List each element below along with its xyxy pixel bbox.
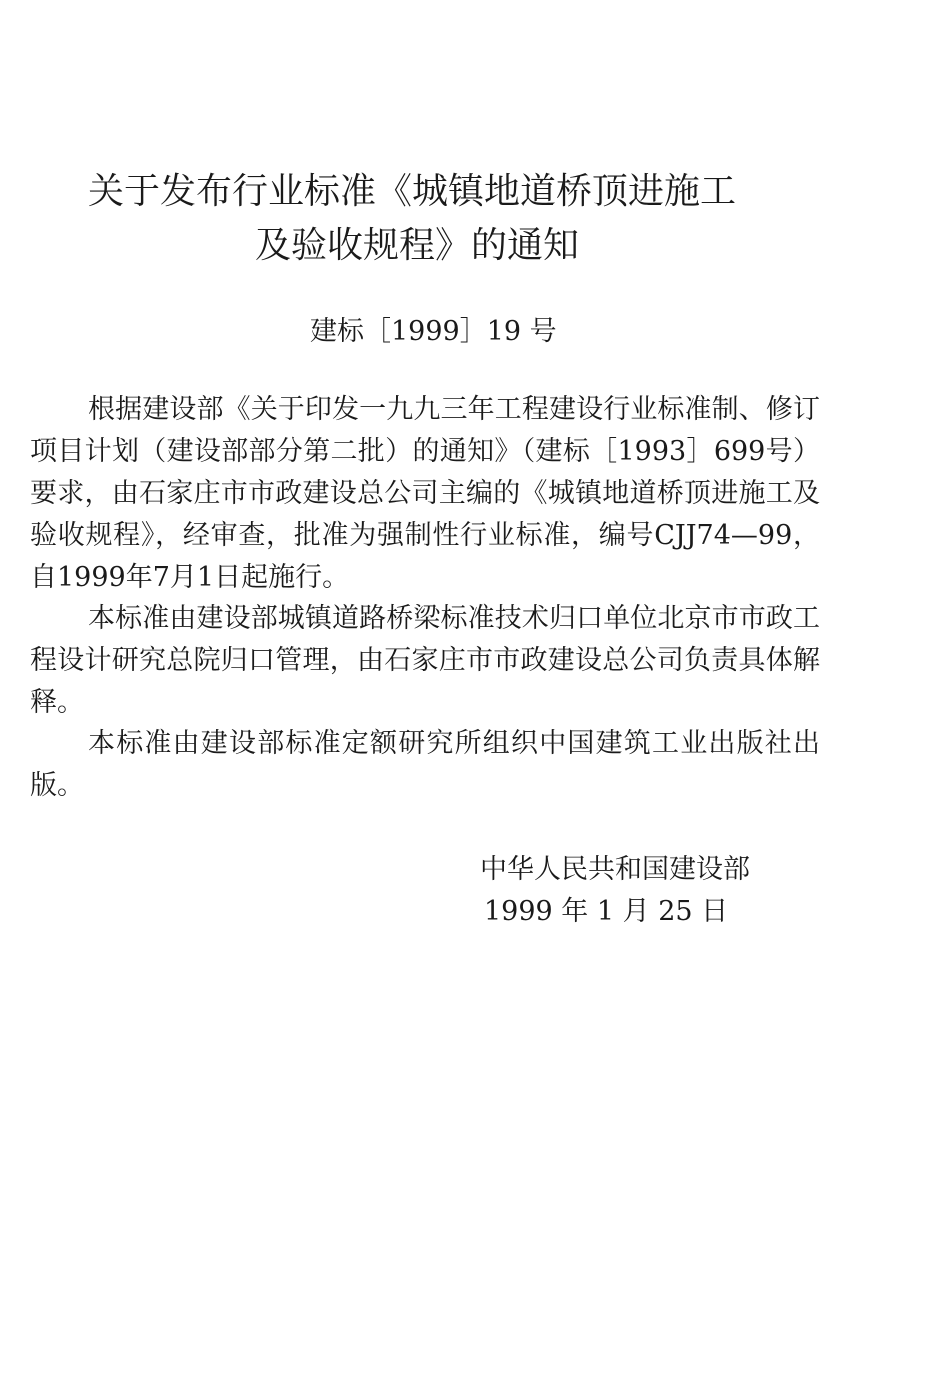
body-paragraph-3: 本标准由建设部标准定额研究所组织中国建筑工业出版社出版。: [30, 728, 820, 801]
body-paragraph-1: 根据建设部《关于印发一九九三年工程建设行业标准制、修订项目计划（建设部部分第二批）的通知》（建标［1993］699号）要求，由石家庄市市政建设总公司主编的《城镇地道桥顶进施工及验收规程》，经审查，批准为强制性行业标准，编号CJJ74—99，自1999年7月1日起施行。: [30, 394, 820, 593]
document-number: 建标［1999］19 号: [310, 316, 557, 347]
issue-date: 1999 年 1 月 25 日: [484, 896, 729, 927]
document-title-line-2: 及验收规程》的通知: [255, 225, 580, 266]
issuing-authority: 中华人民共和国建设部: [480, 854, 750, 885]
document-title-line-1: 关于发布行业标准《城镇地道桥顶进施工: [88, 171, 737, 212]
body-paragraph-2: 本标准由建设部城镇道路桥梁标准技术归口单位北京市市政工程设计研究总院归口管理，由石家庄市市政建设总公司负责具体解释。: [30, 603, 820, 718]
